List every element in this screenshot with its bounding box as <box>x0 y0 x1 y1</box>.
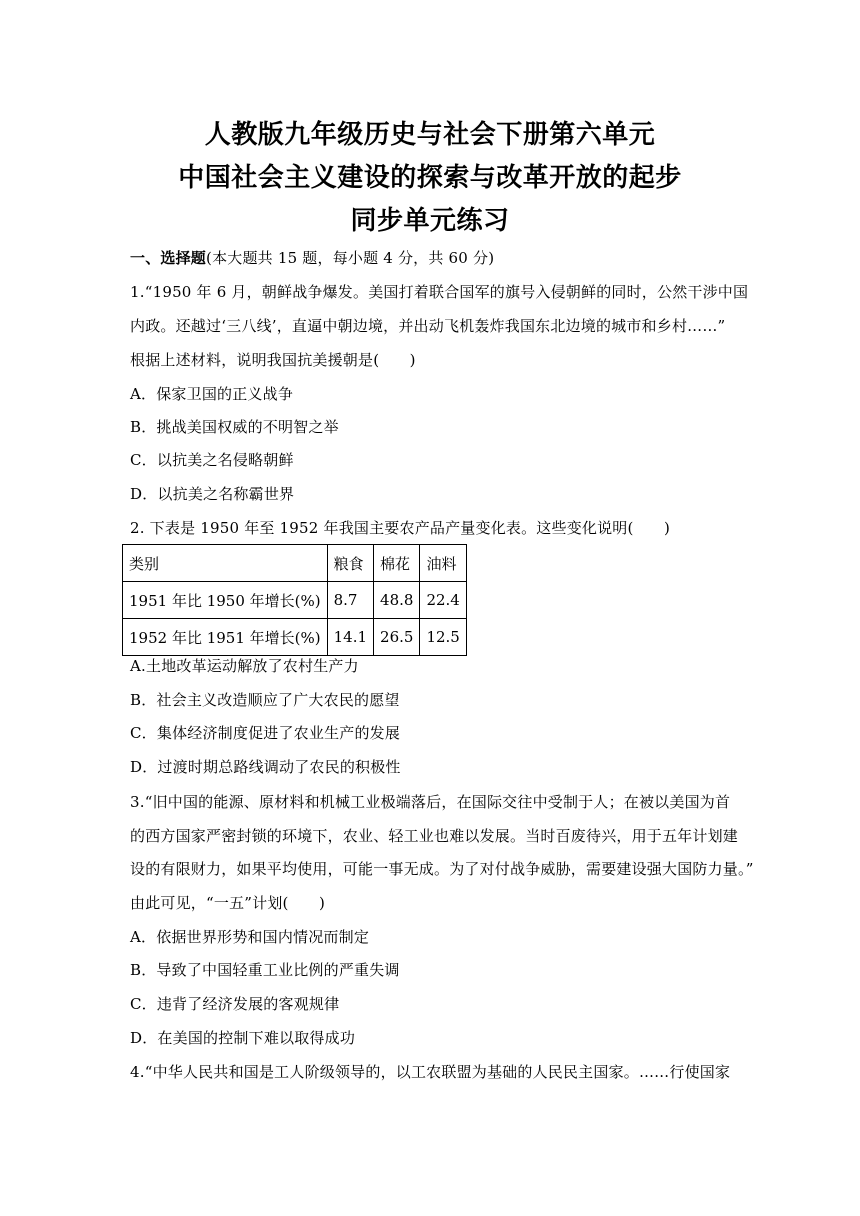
q3-stem-line-4: 由此可见，“一五”计划( ) <box>130 894 326 912</box>
q1-stem-line-2: 内政。还越过‘三八线’，直逼中朝边境，并出动飞机轰炸我国东北边境的城市和乡村……” <box>130 317 726 335</box>
q1-stem-line-1: 1.“1950 年 6 月，朝鲜战争爆发。美国打着联合国军的旗号入侵朝鲜的同时，公然干涉中国 <box>130 283 749 301</box>
q1-option-a: A．保家卫国的正义战争 <box>130 385 294 403</box>
table-cell: 1951 年比 1950 年增长(%) <box>123 582 328 619</box>
table-cell: 8.7 <box>327 582 373 619</box>
production-table <box>122 544 467 656</box>
q1-option-c: C．以抗美之名侵略朝鲜 <box>130 451 294 469</box>
q2-option-c: C．集体经济制度促进了农业生产的发展 <box>130 724 401 742</box>
q3-option-c: C．违背了经济发展的客观规律 <box>130 995 340 1013</box>
table-header-cell: 类别 <box>123 545 328 582</box>
table-row <box>123 582 467 619</box>
table-cell: 48.8 <box>374 582 420 619</box>
section-note: (本大题共 15 题，每小题 4 分，共 60 分) <box>206 249 495 267</box>
section-header <box>130 247 494 268</box>
q1-stem-line-3: 根据上述材料，说明我国抗美援朝是( ) <box>130 351 416 369</box>
table-cell: 22.4 <box>420 582 466 619</box>
table-cell: 26.5 <box>374 619 420 656</box>
table-header-cell: 粮食 <box>327 545 373 582</box>
q1-option-d: D．以抗美之名称霸世界 <box>130 485 295 503</box>
q3-option-b: B．导致了中国轻重工业比例的严重失调 <box>130 961 400 979</box>
section-heading: 一、选择题 <box>130 249 207 267</box>
q1-option-b: B．挑战美国权威的不明智之举 <box>130 418 339 436</box>
q2-stem-line-1: 2. 下表是 1950 年至 1952 年我国主要农产品产量变化表。这些变化说明( ) <box>130 519 671 537</box>
table-cell: 12.5 <box>420 619 466 656</box>
table-header-row <box>123 545 467 582</box>
q4-stem-line-1: 4.“中华人民共和国是工人阶级领导的，以工农联盟为基础的人民民主国家。……行使国家 <box>130 1063 731 1081</box>
q2-option-a: A.土地改革运动解放了农村生产力 <box>130 657 359 675</box>
table-header-cell: 油料 <box>420 545 466 582</box>
table-row <box>123 619 467 656</box>
table-cell: 1952 年比 1951 年增长(%) <box>123 619 328 656</box>
q3-stem-line-2: 的西方国家严密封锁的环境下，农业、轻工业也难以发展。当时百废待兴，用于五年计划建 <box>130 827 739 845</box>
q3-stem-line-3: 设的有限财力，如果平均使用，可能一事无成。为了对付战争威胁，需要建设强大国防力量。” <box>130 860 754 878</box>
table-header-cell: 棉花 <box>374 545 420 582</box>
q2-option-d: D．过渡时期总路线调动了农民的积极性 <box>130 758 401 776</box>
document-title-line-2: 中国社会主义建设的探索与改革开放的起步 <box>178 163 682 193</box>
document-title-line-3: 同步单元练习 <box>350 206 510 236</box>
table-cell: 14.1 <box>327 619 373 656</box>
q3-option-a: A．依据世界形势和国内情况而制定 <box>130 928 370 946</box>
q3-stem-line-1: 3.“旧中国的能源、原材料和机械工业极端落后，在国际交往中受制于人；在被以美国为首 <box>130 793 731 811</box>
document-title-line-1: 人教版九年级历史与社会下册第六单元 <box>204 120 656 150</box>
q2-option-b: B．社会主义改造顺应了广大农民的愿望 <box>130 691 400 709</box>
q3-option-d: D．在美国的控制下难以取得成功 <box>130 1029 356 1047</box>
